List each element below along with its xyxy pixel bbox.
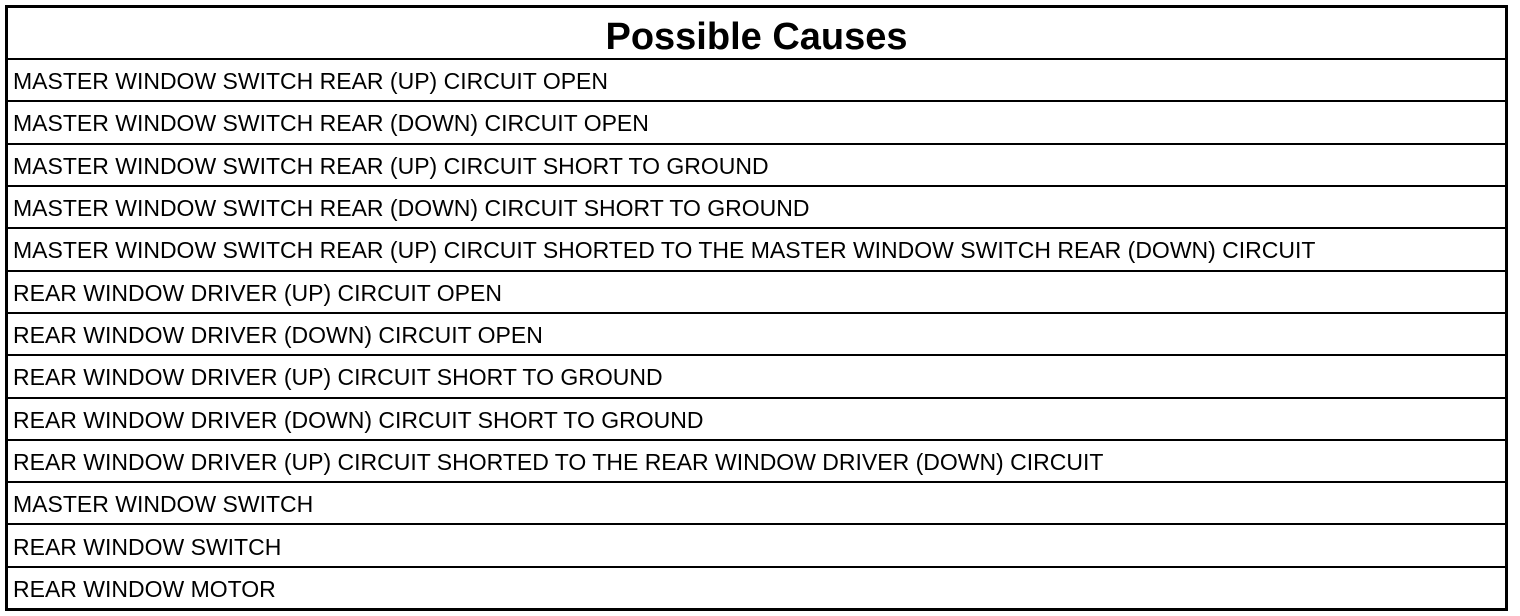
table-row: MASTER WINDOW SWITCH REAR (DOWN) CIRCUIT SHORT TO GROUND — [8, 187, 1505, 229]
table-row: MASTER WINDOW SWITCH REAR (UP) CIRCUIT OPEN — [8, 60, 1505, 102]
table-row: REAR WINDOW SWITCH — [8, 525, 1505, 567]
table-row: REAR WINDOW DRIVER (UP) CIRCUIT OPEN — [8, 272, 1505, 314]
table-row: MASTER WINDOW SWITCH REAR (DOWN) CIRCUIT OPEN — [8, 102, 1505, 144]
table-row: REAR WINDOW DRIVER (DOWN) CIRCUIT SHORT TO GROUND — [8, 399, 1505, 441]
table-row: REAR WINDOW MOTOR — [13, 575, 276, 602]
table-row: REAR WINDOW DRIVER (DOWN) CIRCUIT OPEN — [8, 314, 1505, 356]
table-row: REAR WINDOW DRIVER (UP) CIRCUIT SHORT TO GROUND — [8, 356, 1505, 398]
table-header: Possible Causes — [8, 8, 1505, 60]
table-row: MASTER WINDOW SWITCH REAR (UP) CIRCUIT SHORTED TO THE MASTER WINDOW SWITCH REAR (DOWN) CIRCUIT — [8, 229, 1505, 271]
table-row: MASTER WINDOW SWITCH — [8, 483, 1505, 525]
possible-causes-table — [5, 5, 1508, 611]
table-row: MASTER WINDOW SWITCH REAR (UP) CIRCUIT SHORT TO GROUND — [8, 145, 1505, 187]
table-row: REAR WINDOW DRIVER (UP) CIRCUIT SHORTED TO THE REAR WINDOW DRIVER (DOWN) CIRCUIT — [8, 441, 1505, 483]
